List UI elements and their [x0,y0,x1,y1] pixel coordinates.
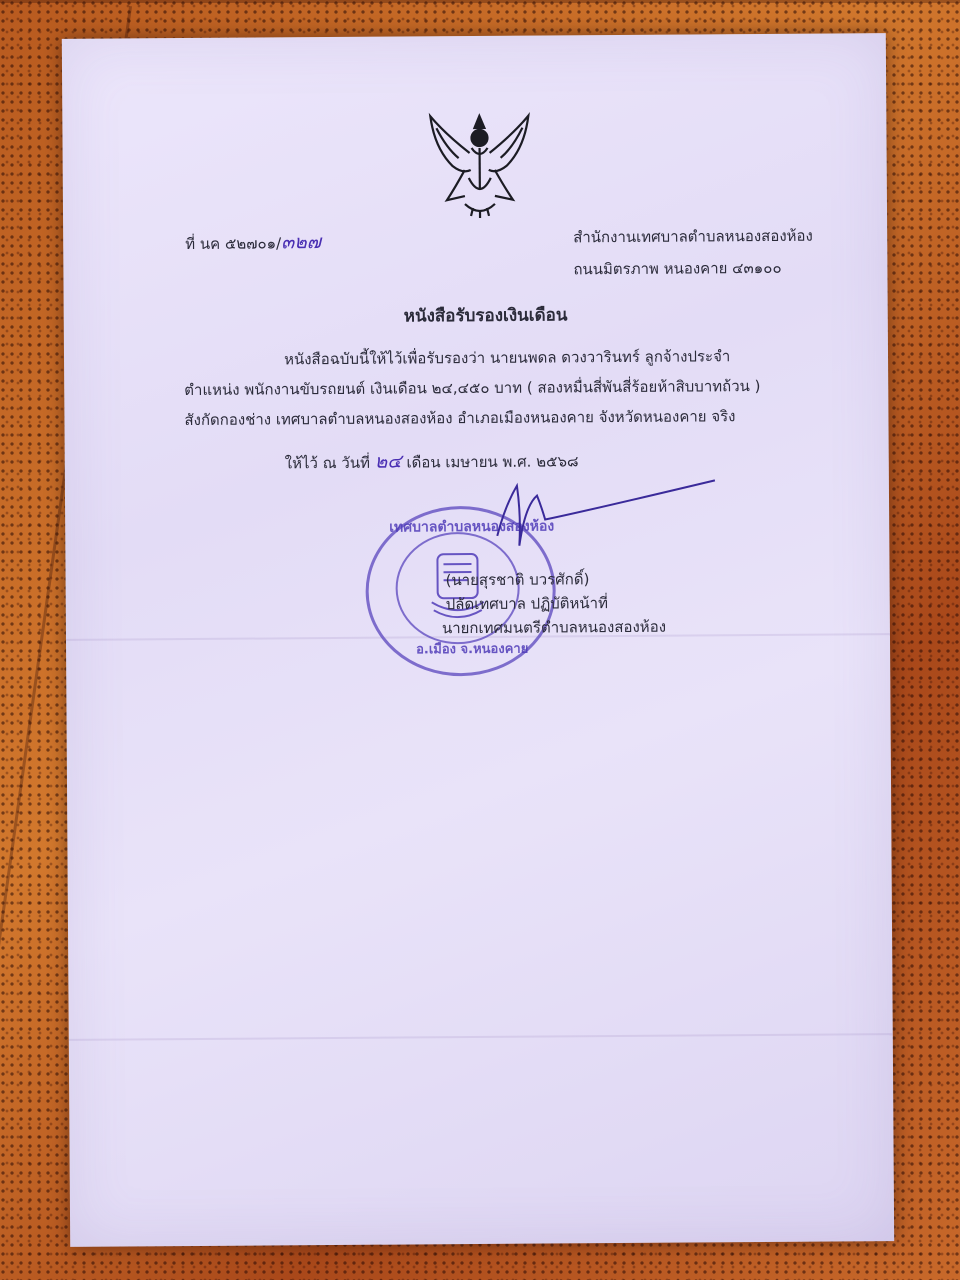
issue-date [285,445,579,477]
reference-prefix: ที่ นค ๕๒๗๐๑/ [185,234,282,254]
date-prefix: ให้ไว้ ณ วันที่ [284,453,371,473]
office-address: ถนนมิตรภาพ หนองคาย ๔๓๑๐๐ [573,258,782,279]
body-line-3: สังกัดกองช่าง เทศบาลตำบลหนองสองห้อง อำเภอเมืองหนองคาย จังหวัดหนองคาย จริง [184,407,736,430]
document-title: หนังสือรับรองเงินเดือน [403,305,568,327]
paper-crease [69,1033,893,1041]
date-day-handwritten: ๒๔ [374,450,402,473]
body-line-1: หนังสือฉบับนี้ให้ไว้เพื่อรับรองว่า นายนพดล ดวงวารินทร์ ลูกจ้างประจำ [283,347,731,369]
seal-bottom-text: อ.เมือง จ.หนองคาย [416,641,529,658]
document-page [62,33,894,1247]
signature [485,474,726,556]
reference-number [185,227,321,258]
garuda-emblem-icon [424,108,535,221]
signer-position-1: ปลัดเทศบาล ปฏิบัติหน้าที่ [445,594,609,614]
signer-position-2: นายกเทศมนตรีตำบลหนองสองห้อง [441,617,667,638]
office-name: สำนักงานเทศบาลตำบลหนองสองห้อง [573,226,813,247]
reference-handwritten-number: ๓๒๗ [281,231,322,254]
tile-seam [0,0,960,3]
seal-top-text: เทศบาลตำบลหนองสองห้อง [389,518,555,536]
date-suffix: เดือน เมษายน พ.ศ. ๒๕๖๘ [406,452,579,472]
body-line-2: ตำแหน่ง พนักงานขับรถยนต์ เงินเดือน ๒๔,๔๕๐ บาท ( สองหมื่นสี่พันสี่ร้อยห้าสิบบาทถ้วน ) [184,377,761,400]
signer-name: (นายสุรชาติ บวรศักดิ์) [445,570,590,590]
